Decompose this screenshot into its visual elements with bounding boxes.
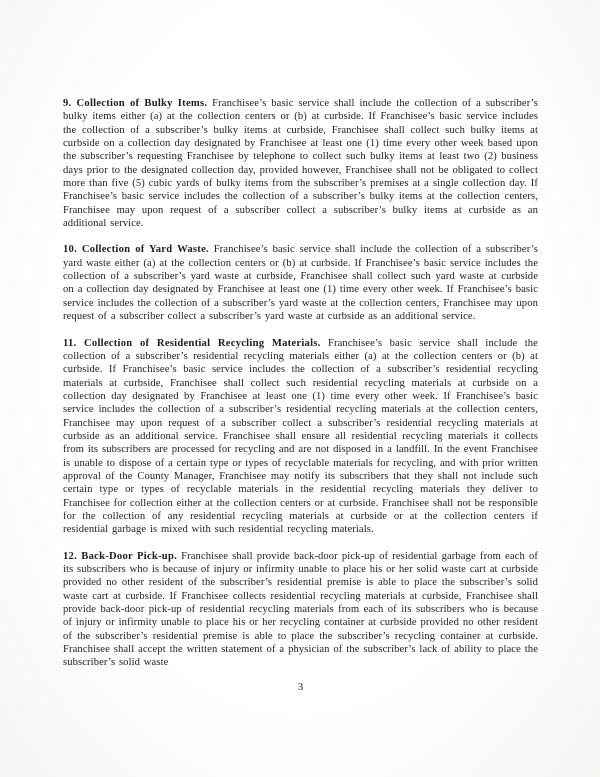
section-10-yard-waste <box>63 243 538 323</box>
section-11-body: Franchisee’s basic service shall include the collection of a subscriber’s residential recycling materials either (a) at the collection centers or (b) at curbside. If Franchisee’s basic service includes the collection of a subscriber’s residential recycling materials at curbside, Franchisee shall collect such residential recycling materials at curbside on a collection day designated by Franchisee at least one (1) time every other week. If Franchisee’s basic service includes the collection of a subscriber’s residential recycling materials at the collection centers, Franchisee may upon request of a subscriber collect a subscriber’s residential recycling materials at curbside as an additional service. Franchisee shall ensure all residential recycling materials it collects from its subscribers are processed for recycling and are not disposed in a landfill. In the event Franchisee is unable to dispose of a certain type or types of recyclable materials for recycling, and with prior written approval of the County Manager, Franchisee may notify its subscribers that they shall not include such certain type or types of recyclable materials in the residential recycling materials they deliver to Franchisee for collection either at the collection centers or at curbside. Franchisee shall not be responsible for the collection of any residential recycling materials at curbside or at the collection centers if residential garbage is mixed with such residential recycling materials. <box>63 337 538 536</box>
section-9-bulky-items <box>63 97 538 230</box>
section-10-heading: 10. Collection of Yard Waste. <box>63 244 209 256</box>
section-10-body: Franchisee’s basic service shall include the collection of a subscriber’s yard waste either (a) at the collection centers or (b) at curbside. If Franchisee’s basic service includes the collection of a subscriber’s yard waste at curbside, Franchisee shall collect such yard waste at curbside on a collection day designated by Franchisee at least one (1) time every other week. If Franchisee’s basic service includes the collection of a subscriber’s yard waste at the collection centers, Franchisee may upon request of a subscriber collect a subscriber’s yard waste at curbside as an additional service. <box>63 244 539 323</box>
section-9-heading: 9. Collection of Bulky Items. <box>63 98 208 109</box>
section-9-body: Franchisee’s basic service shall include the collection of a subscriber’s bulky items either (a) at the collection centers or (b) at curbside. If Franchisee’s basic service includes the collection of a subscriber’s bulky items at curbside, Franchisee shall collect such bulky items at curbside on a collection day designated by Franchisee at least one (1) time every other week based upon the subscriber’s requesting Franchisee by telephone to collect such bulky items at least two (2) business days prior to the designated collection day, provided however, Franchisee shall not be obligated to collect more than five (5) cubic yards of bulky items from the subscriber’s premises at a single collection day. If Franchisee’s basic service includes the collection of a subscriber’s bulky items at the collection centers, Franchisee may upon request of a subscriber collect a subscriber’s bulky items at curbside as an additional service. <box>63 98 538 230</box>
section-11-recycling-materials <box>63 337 538 537</box>
section-11-heading: 11. Collection of Residential Recycling Materials. <box>63 337 321 349</box>
section-12-body: Franchisee shall provide back-door pick-up of residential garbage from each of its subscribers who is because of injury or infirmity unable to place his or her solid waste cart at curbside provided no other resident of the subscriber’s residential premise is able to place the subscriber’s solid waste cart at curbside. If Franchisee collects residential recycling materials at curbside, Franchisee shall provide back-door pick-up of residential recycling materials from each of its subscribers who is because of injury or infirmity unable to place his or her recycling container at curbside provided no other resident of the subscriber’s residential premise is able to place the subscriber’s recycling container at curbside. Franchisee shall accept the written statement of a physician of the subscriber’s lack of ability to place the subscriber’s solid waste <box>63 550 539 669</box>
page-text-block <box>63 97 538 670</box>
section-12-heading: 12. Back-Door Pick-up. <box>63 550 177 562</box>
page-number: 3 <box>297 682 304 693</box>
section-12-back-door-pickup <box>63 550 538 670</box>
